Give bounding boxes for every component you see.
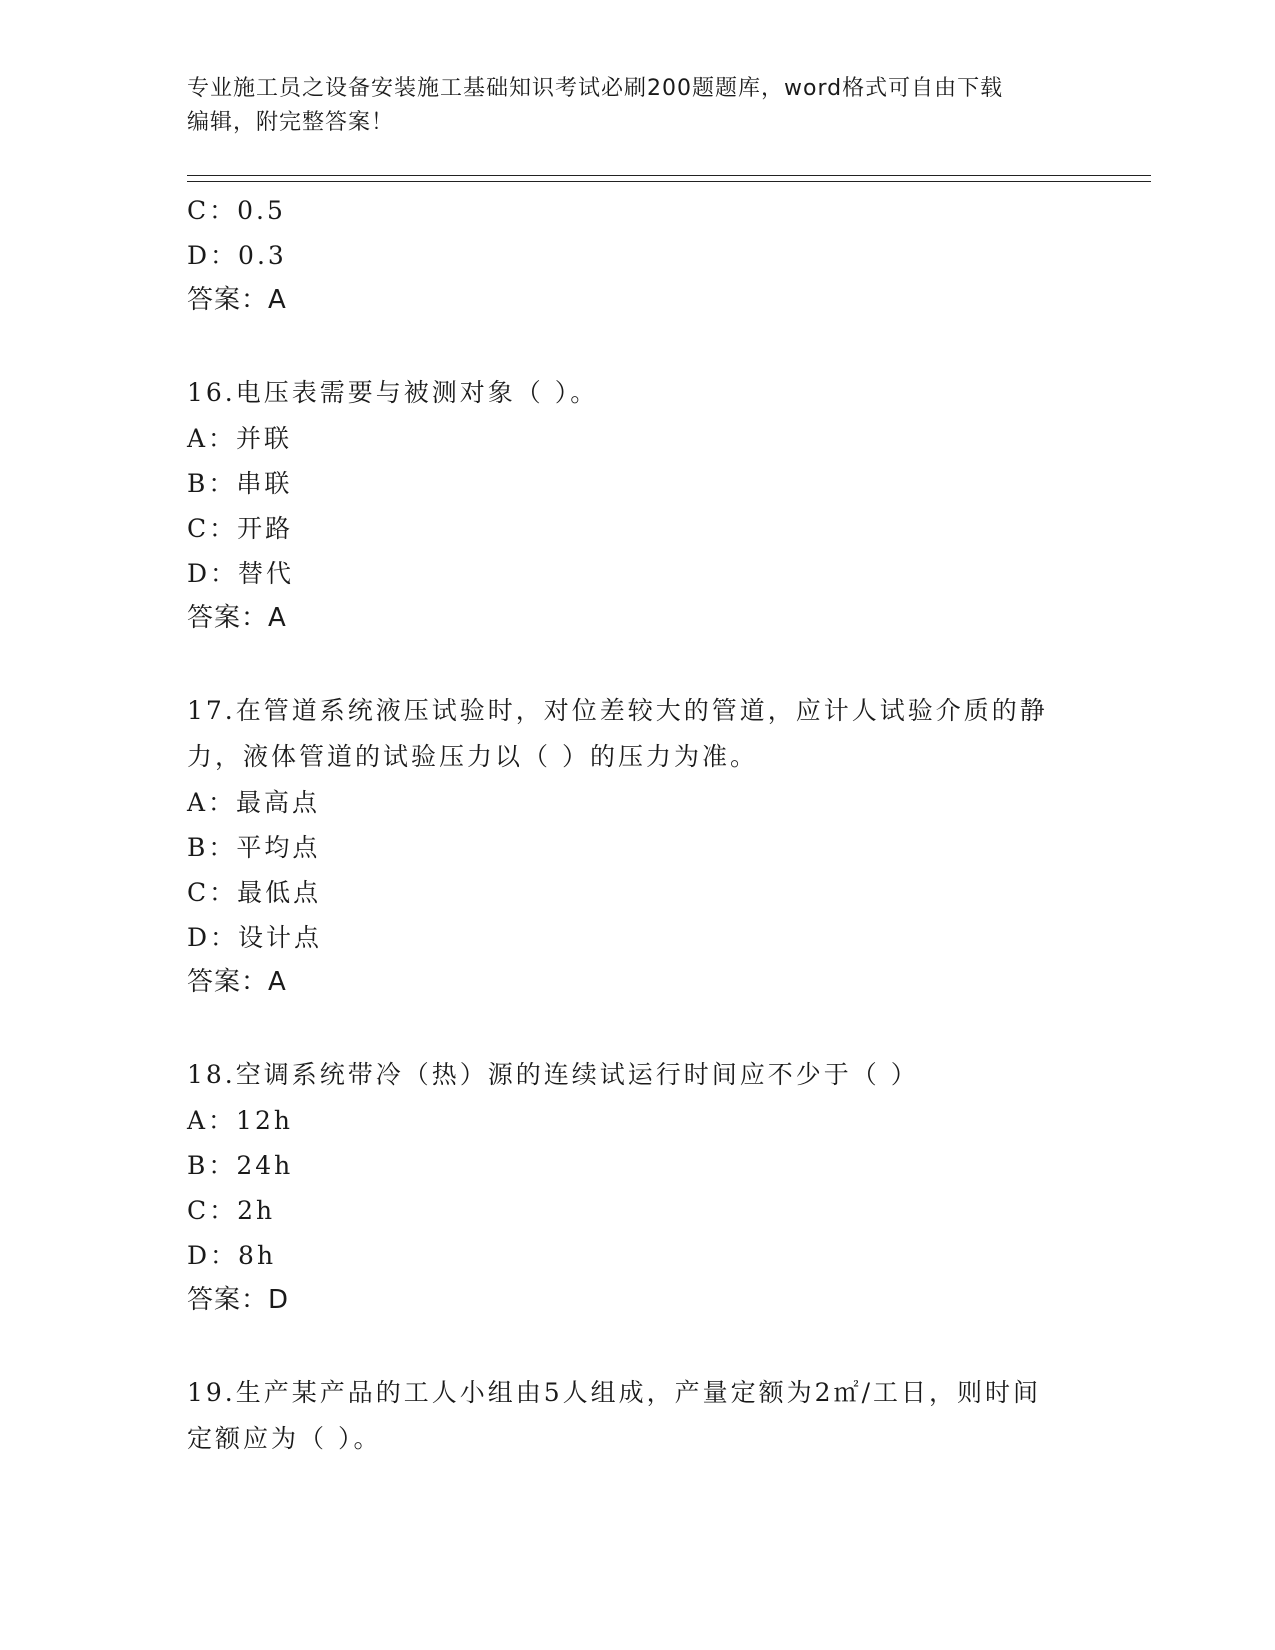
previous-question-tail	[187, 188, 1087, 323]
question-text-line-1: 19.生产某产品的工人小组由5人组成，产量定额为2㎡/工日，则时间	[187, 1378, 1041, 1407]
answer-text: 答案：A	[187, 285, 287, 315]
option-d: D：0.3	[187, 241, 287, 270]
question-list	[187, 188, 1087, 1462]
question-19	[187, 1370, 1087, 1462]
header-title-line-2: 编辑，附完整答案！	[187, 110, 395, 135]
question-18	[187, 1052, 1087, 1323]
answer-text: 答案：D	[187, 1285, 290, 1315]
question-text-line-2: 定额应为（ ）。	[187, 1424, 382, 1453]
option-c: C：最低点	[187, 878, 322, 907]
option-c: C：0.5	[187, 196, 286, 225]
option-d: D：8h	[187, 1241, 277, 1270]
question-text-line-2: 力，液体管道的试验压力以（ ）的压力为准。	[187, 742, 758, 771]
question-text-line-1: 17.在管道系统液压试验时，对位差较大的管道，应计人试验介质的静	[187, 696, 1048, 725]
question-16	[187, 370, 1087, 641]
header-divider-top	[187, 175, 1151, 176]
option-b: B：24h	[187, 1151, 294, 1180]
option-a: A：12h	[187, 1106, 293, 1135]
option-a: A：最高点	[187, 788, 321, 817]
header-divider-bottom	[187, 181, 1151, 182]
header-title-line-1: 专业施工员之设备安装施工基础知识考试必刷200题题库，word格式可自由下载	[187, 76, 1004, 101]
option-b: B：平均点	[187, 833, 321, 862]
option-d: D：替代	[187, 559, 295, 588]
answer-text: 答案：A	[187, 967, 287, 997]
option-d: D：设计点	[187, 923, 323, 952]
option-c: C：2h	[187, 1196, 276, 1225]
option-b: B：串联	[187, 469, 293, 498]
option-a: A：并联	[187, 424, 293, 453]
document-header	[187, 72, 1087, 140]
option-c: C：开路	[187, 514, 294, 543]
question-text: 18.空调系统带冷（热）源的连续试运行时间应不少于（ ）	[187, 1060, 919, 1089]
answer-text: 答案：A	[187, 603, 287, 633]
question-17	[187, 688, 1087, 1005]
question-text: 16.电压表需要与被测对象（ ）。	[187, 378, 599, 407]
